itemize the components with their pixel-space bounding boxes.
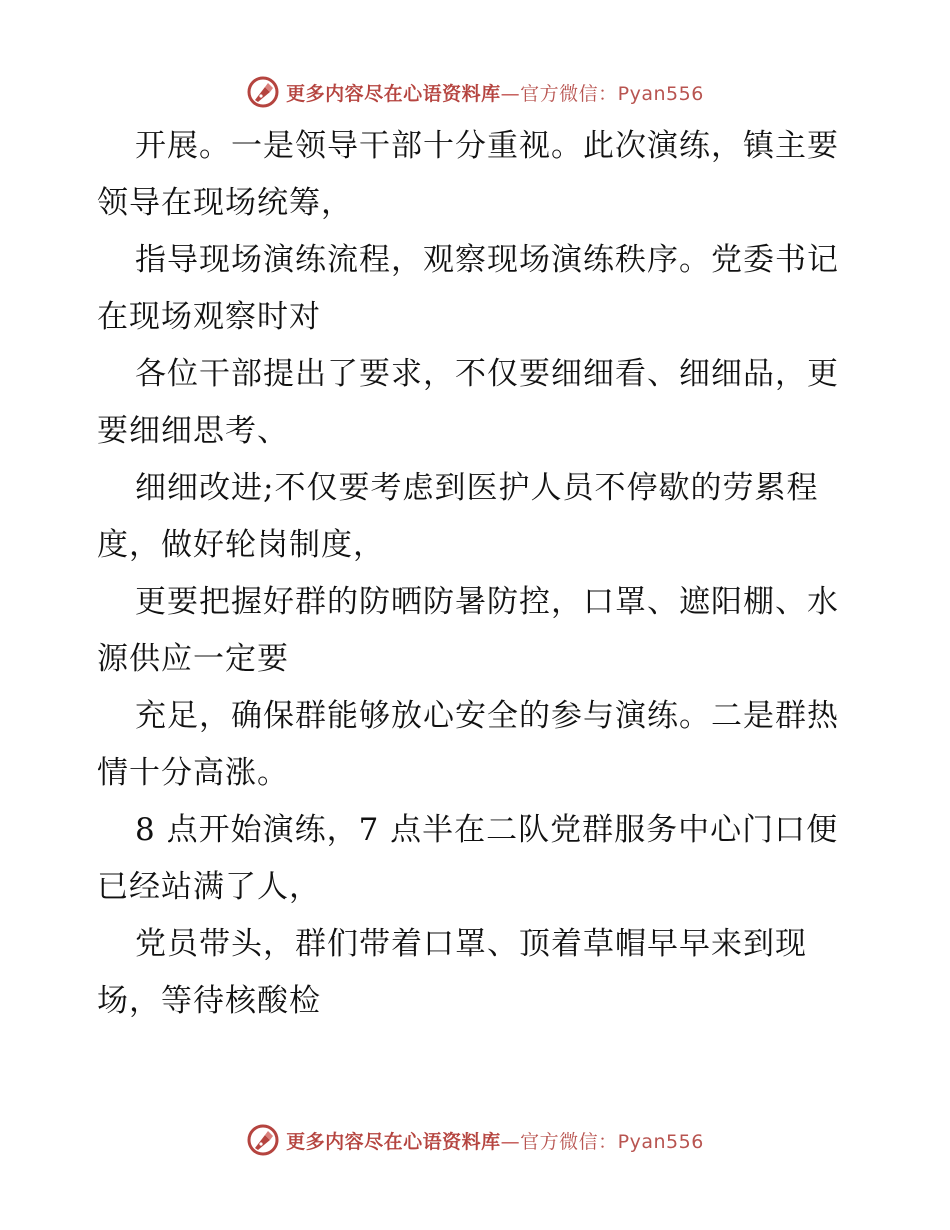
watermark-separator: —: [500, 82, 521, 105]
paragraph: 更要把握好群的防晒防暑防控，口罩、遮阳棚、水源供应一定要: [97, 584, 839, 677]
watermark-sub-text: 官方微信：Pyan556: [520, 1130, 704, 1153]
watermark-text: [286, 79, 704, 106]
footer-watermark: [0, 1118, 950, 1162]
pen-nib-logo-icon: [246, 1123, 280, 1157]
paragraph: 开展。一是领导干部十分重视。此次演练，镇主要领导在现场统筹，: [97, 128, 839, 221]
paragraph: 充足，确保群能够放心安全的参与演练。二是群热情十分高涨。: [97, 698, 839, 791]
watermark-main-text: 更多内容尽在心语资料库: [286, 82, 501, 105]
paragraph: 8 点开始演练，7 点半在二队党群服务中心门口便已经站满了人，: [97, 812, 839, 905]
paragraph: 细细改进;不仅要考虑到医护人员不停歇的劳累程度，做好轮岗制度，: [97, 470, 819, 563]
watermark-main-text: 更多内容尽在心语资料库: [286, 1130, 501, 1153]
paragraph: 党员带头，群们带着口罩、顶着草帽早早来到现场，等待核酸检: [97, 926, 807, 1019]
paragraph: 指导现场演练流程，观察现场演练秩序。党委书记在现场观察时对: [97, 242, 839, 335]
paragraph: 各位干部提出了要求，不仅要细细看、细细品，更要细细思考、: [97, 356, 839, 449]
watermark-sub-text: 官方微信：Pyan556: [520, 82, 704, 105]
watermark-separator: —: [500, 1130, 521, 1153]
watermark-text: [286, 1127, 704, 1154]
header-watermark: [0, 70, 950, 114]
pen-nib-logo-icon: [246, 75, 280, 109]
document-body: [97, 118, 857, 1030]
